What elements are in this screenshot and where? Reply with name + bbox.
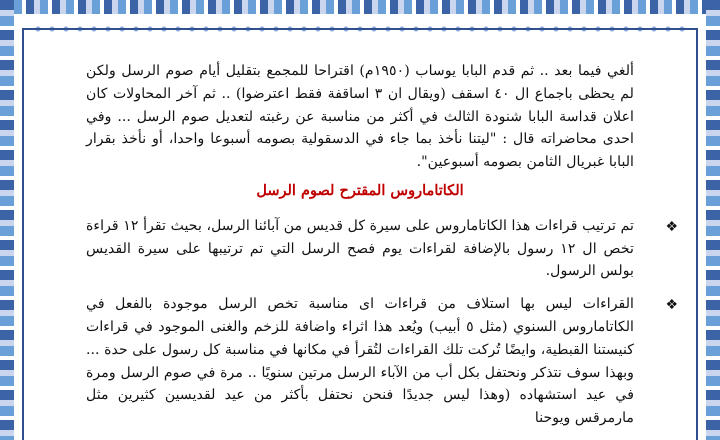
frame-inner-line-right <box>696 28 698 440</box>
frame-inner-line-top <box>22 28 698 30</box>
section-heading: الكاتاماروس المقترح لصوم الرسل <box>256 181 464 199</box>
list-item <box>86 215 678 283</box>
frame-inner-line-left <box>22 28 24 440</box>
decorative-border-top <box>0 0 720 14</box>
bullet-text: القراءات ليس بها استلاف من قراءات اى مناسبة تخص الرسل موجودة بالفعل في الكاتاماروس السنوي (مثل ٥ أبيب) ويُعد هذا اثراء واضافة للزخم والغنى الموجود في قراءات كنيستنا القبطية، وايضًا تُركت تلك القراءات لتُقرأ في مكانها في مناسبة كل رسول على حدة ... وبهذا سوف نتذكر ونحتفل بكل أب من الآباء الرسل مرتين سنويًا .. مرة في صوم الرسل ومرة في عيد استشهاده (وهذا ليس جديدًا فنحن نحتفل بأكثر من عيد لقديسين كثيرين مثل مارمرقس ويوحنا <box>86 296 634 427</box>
four-diamond-bullet-icon: ❖ <box>665 218 678 235</box>
bullet-text: تم ترتيب قراءات هذا الكاتاماروس على سيرة كل قديس من آبائنا الرسل، بحيث تقرأ ١٢ قراءة تخص ال ١٢ رسول بالإضافة لقراءات يوم فصح الرسل التي تم ترتيبها على سيرة القديس بولس الرسول. <box>86 217 634 280</box>
list-item <box>86 293 678 430</box>
intro-paragraph: ألغي فيما بعد .. ثم قدم البابا يوساب (١٩٥٠م) اقتراحا للمجمع بتقليل أيام صوم الرسل ولكن لم يحظى باجماع ال ٤٠ اسقف (ويقال ان ٣ اساقفة فقط اعترضوا) .. ثم آخر المحاولات كان اعلان قداسة البابا شنودة الثالث في أكثر من مناسبة عن رغبته لتعديل صوم الرسل ... وفي احدى محاضراته قال : "ليتنا نأخذ بما جاء في الدسقولية بصومه أسبوعا واحدا، أو نأخذ بقرار البابا غبريال الثامن بصومه أسبوعين". <box>86 63 634 171</box>
decorative-border-right <box>706 0 720 440</box>
decorative-border-left <box>0 0 14 440</box>
document-body <box>86 60 678 440</box>
four-diamond-bullet-icon: ❖ <box>665 297 678 314</box>
